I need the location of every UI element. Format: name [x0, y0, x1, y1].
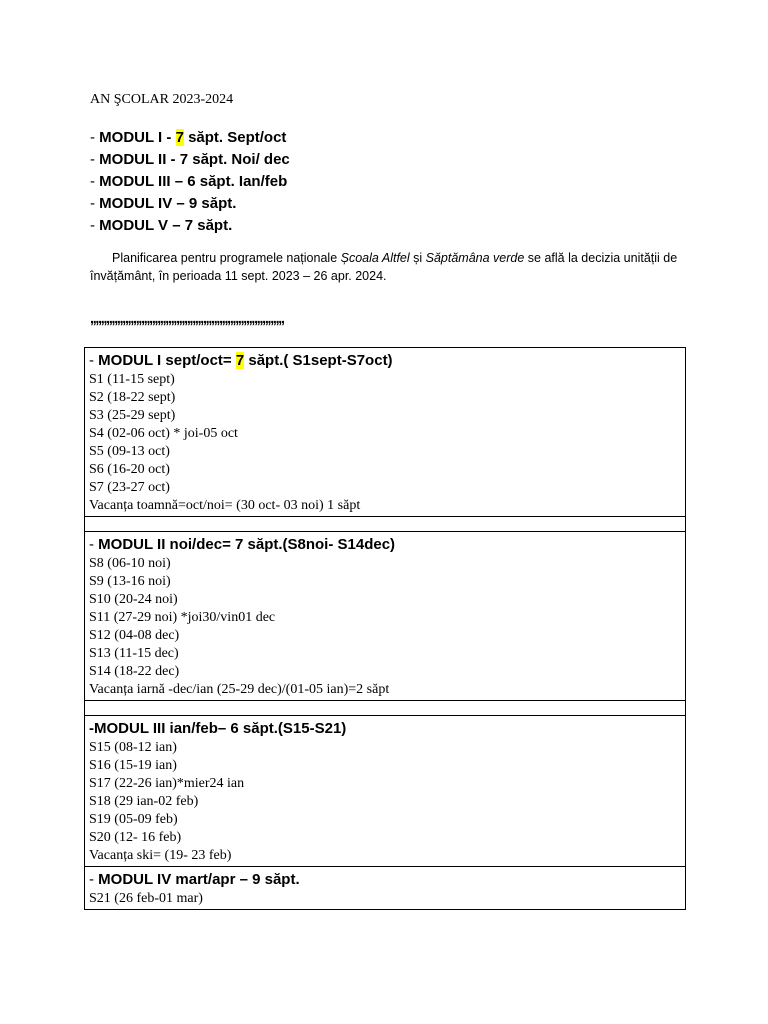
modules-summary-item	[90, 171, 290, 193]
week-line: S21 (26 feb-01 mar)	[89, 891, 203, 906]
module-cell-2	[85, 532, 686, 701]
list-dash: -	[89, 871, 99, 888]
week-line: S3 (25-29 sept)	[89, 408, 176, 423]
module-row	[85, 348, 686, 517]
module-cell-3	[85, 716, 686, 867]
module-heading-text: MODUL I sept/oct=	[98, 352, 236, 369]
modules-summary-item	[90, 127, 290, 149]
spacer-cell	[85, 701, 686, 716]
vacation-line: Vacanța toamnă=oct/noi= (30 oct- 03 noi) 1 săpt	[89, 498, 361, 513]
week-line: S11 (27-29 noi) *joi30/vin01 dec	[89, 610, 276, 625]
schedule-table	[84, 347, 686, 910]
week-line: S5 (09-13 oct)	[89, 444, 170, 459]
module-row	[85, 716, 686, 867]
vacation-line: Vacanța ski= (19- 23 feb)	[89, 848, 232, 863]
week-line: S12 (04-08 dec)	[89, 628, 180, 643]
week-line: S6 (16-20 oct)	[89, 462, 170, 477]
program-name: Săptămâna verde	[425, 250, 525, 265]
week-line: S19 (05-09 feb)	[89, 812, 178, 827]
modules-summary-item	[90, 193, 290, 215]
module-heading-text: -MODUL III ian/feb– 6 săpt.(S15-S21)	[89, 720, 347, 737]
list-dash: -	[89, 352, 99, 369]
week-line: S7 (23-27 oct)	[89, 480, 170, 495]
module-text: MODUL V – 7 săpt.	[99, 217, 233, 234]
planning-paragraph	[90, 249, 680, 285]
module-heading-text: MODUL IV mart/apr – 9 săpt.	[98, 871, 300, 888]
list-dash: -	[90, 195, 100, 212]
module-text-rest: săpt. Sept/oct	[183, 129, 287, 146]
module-heading	[89, 350, 681, 371]
list-dash: -	[90, 151, 100, 168]
module-heading	[89, 869, 681, 890]
week-line: S18 (29 ian-02 feb)	[89, 794, 199, 809]
module-heading-text: MODUL II noi/dec= 7 săpt.(S8noi- S14dec)	[98, 536, 396, 553]
week-line: S17 (22-26 ian)*mier24 ian	[89, 776, 245, 791]
week-line: S20 (12- 16 feb)	[89, 830, 182, 845]
comma-separator: ,,,,,,,,,,,,,,,,,,,,,,,,,,,,,,,,,,,,,,,,,,,,,,,,,,,,,,,,,,,,,,,,,,,,,,,,	[90, 310, 284, 326]
module-text: MODUL I -	[99, 129, 176, 146]
program-name: Școala Altfel	[340, 250, 410, 265]
module-row	[85, 532, 686, 701]
module-cell-1	[85, 348, 686, 517]
list-dash: -	[90, 129, 100, 146]
document-title: AN ŞCOLAR 2023-2024	[90, 92, 234, 107]
spacer-row	[85, 701, 686, 716]
list-dash: -	[90, 173, 100, 190]
week-line: S9 (13-16 noi)	[89, 574, 171, 589]
module-heading	[89, 534, 681, 555]
list-dash: -	[90, 217, 100, 234]
module-text: MODUL II - 7 săpt. Noi/ dec	[99, 151, 290, 168]
paragraph-text: Planificarea pentru programele naționale	[112, 250, 341, 265]
week-line: S2 (18-22 sept)	[89, 390, 176, 405]
week-line: S4 (02-06 oct) * joi-05 oct	[89, 426, 238, 441]
week-line: S1 (11-15 sept)	[89, 372, 175, 387]
module-text: MODUL IV – 9 săpt.	[99, 195, 237, 212]
module-text: MODUL III – 6 săpt. Ian/feb	[99, 173, 288, 190]
paragraph-text: se află la decizia unității de învățământ, în perioada 11 sept. 2023 – 26 apr. 2024.	[90, 250, 678, 283]
week-line: S13 (11-15 dec)	[89, 646, 179, 661]
week-line: S8 (06-10 noi)	[89, 556, 171, 571]
modules-summary-list	[90, 127, 290, 237]
spacer-row	[85, 517, 686, 532]
highlighted-number: 7	[235, 352, 245, 369]
highlighted-number: 7	[175, 129, 184, 146]
week-line: S14 (18-22 dec)	[89, 664, 180, 679]
week-line: S10 (20-24 noi)	[89, 592, 178, 607]
module-heading	[89, 718, 681, 739]
modules-summary-item	[90, 149, 290, 171]
modules-summary-item	[90, 215, 290, 237]
module-heading-rest: săpt.( S1sept-S7oct)	[244, 352, 393, 369]
vacation-line: Vacanța iarnă -dec/ian (25-29 dec)/(01-05 ian)=2 săpt	[89, 682, 390, 697]
paragraph-text: și	[409, 250, 426, 265]
week-line: S16 (15-19 ian)	[89, 758, 177, 773]
module-row	[85, 867, 686, 910]
list-dash: -	[89, 536, 99, 553]
spacer-cell	[85, 517, 686, 532]
module-cell-4	[85, 867, 686, 910]
week-line: S15 (08-12 ian)	[89, 740, 177, 755]
